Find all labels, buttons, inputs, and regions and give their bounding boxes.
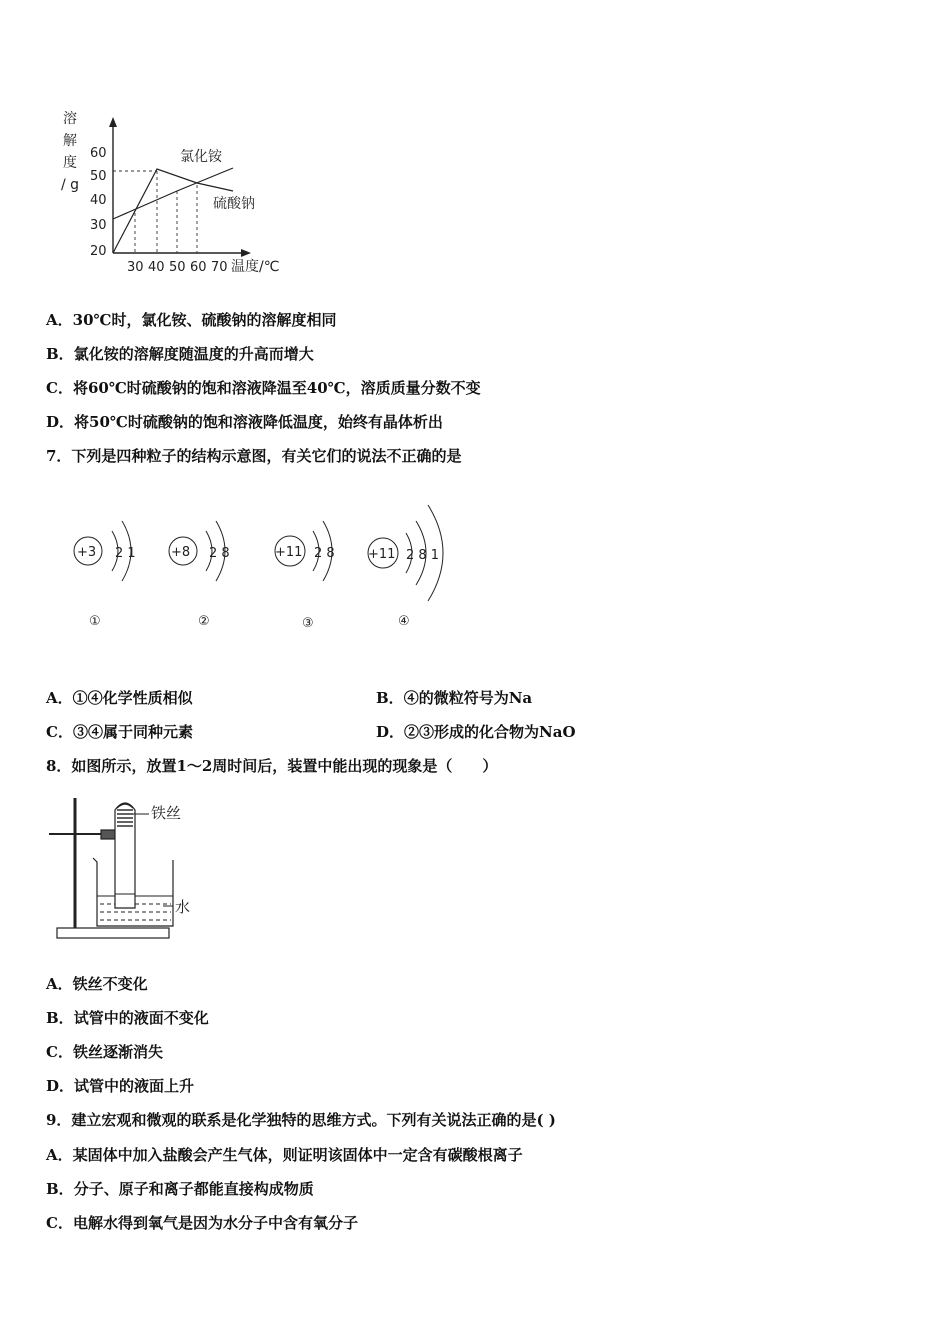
- option-letter: B．: [376, 689, 404, 707]
- option-text: 将60℃时硫酸钠的饱和溶液降温至40℃，溶质质量分数不变: [72, 379, 481, 397]
- q9-option-c: [46, 1213, 358, 1233]
- x-tick-label: 40: [148, 260, 165, 275]
- option-text: ①④化学性质相似: [72, 689, 193, 707]
- q7-option-b: [376, 688, 532, 708]
- option-letter: B．: [46, 1009, 74, 1027]
- ylabel-char: 解: [63, 133, 77, 149]
- ylabel-char: / g: [61, 177, 80, 193]
- q8-stem: 8．如图所示，放置1～2周时间后，装置中能出现的现象是（ ）: [46, 757, 498, 775]
- particle-2: [169, 521, 230, 629]
- option-letter: C．: [46, 723, 73, 741]
- option-text: 铁丝逐渐消失: [72, 1043, 163, 1061]
- q8-option-d: [46, 1076, 194, 1096]
- y-tick-label: 20: [90, 244, 107, 259]
- option-letter: A．: [46, 689, 73, 707]
- atomic-structure-diagrams: [60, 495, 480, 640]
- option-text: 将50℃时硫酸钠的饱和溶液降低温度，始终有晶体析出: [74, 413, 443, 431]
- q9-stem: 9．建立宏观和微观的联系是化学独特的思维方式。下列有关说法正确的是( ): [46, 1111, 556, 1129]
- y-tick-label: 50: [90, 169, 107, 184]
- x-ticks: [127, 258, 279, 275]
- nucleus-label: +8: [171, 545, 191, 560]
- option-text: 试管中的液面上升: [74, 1077, 195, 1095]
- nucleus-label: +11: [275, 545, 303, 560]
- option-letter: A．: [46, 1146, 73, 1164]
- q6-option-a: [46, 310, 337, 330]
- option-letter: C．: [46, 1214, 73, 1232]
- test-tube: [115, 803, 135, 908]
- water-label: 水: [175, 898, 191, 916]
- stand-base: [57, 928, 169, 938]
- nucleus-label: +3: [77, 545, 97, 560]
- option-letter: A．: [46, 975, 73, 993]
- option-text: ④的微粒符号为Na: [403, 689, 533, 707]
- q8-option-c: [46, 1042, 163, 1062]
- option-letter: C．: [46, 1043, 73, 1061]
- option-letter: D．: [376, 723, 405, 741]
- x-tick-label: 50: [169, 260, 186, 275]
- particle-label: ④: [398, 614, 410, 629]
- particle-4: [368, 505, 443, 629]
- q8-option-b: [46, 1008, 209, 1028]
- shell-electrons: 2 8 1: [406, 548, 440, 563]
- option-text: 某固体中加入盐酸会产生气体，则证明该固体中一定含有碳酸根离子: [72, 1146, 523, 1164]
- q6-option-d: [46, 412, 443, 432]
- shell-electrons: 2 8: [314, 546, 335, 561]
- q8-option-a: [46, 974, 148, 994]
- ylabel-char: 溶: [63, 111, 77, 127]
- y-tick-label: 60: [90, 146, 107, 161]
- option-letter: B．: [46, 345, 74, 363]
- q6-option-b: [46, 344, 314, 364]
- y-axis-arrow: [109, 117, 117, 127]
- option-text: 氯化铵的溶解度随温度的升高而增大: [73, 345, 314, 363]
- q7-option-c: [46, 722, 193, 742]
- particle-label: ③: [302, 616, 314, 631]
- wire-label: 铁丝: [151, 804, 182, 822]
- q9-option-a: [46, 1145, 523, 1165]
- option-letter: A．: [46, 311, 73, 329]
- option-text: 30℃时，氯化铵、硫酸钠的溶解度相同: [72, 311, 337, 329]
- option-text: 铁丝不变化: [72, 975, 148, 993]
- q7-stem: 7．下列是四种粒子的结构示意图，有关它们的说法不正确的是: [46, 447, 462, 465]
- q7-option-d: [376, 722, 576, 742]
- option-text: 试管中的液面不变化: [73, 1009, 209, 1027]
- option-letter: D．: [46, 413, 75, 431]
- shell-electrons: 2 8: [209, 546, 230, 561]
- q6-option-c: [46, 378, 481, 398]
- option-letter: D．: [46, 1077, 75, 1095]
- series-label-ammonium-chloride: 氯化铵: [180, 149, 222, 165]
- nucleus-label: +11: [368, 547, 396, 562]
- chart-ylabel: [61, 110, 79, 193]
- option-text: 分子、原子和离子都能直接构成物质: [73, 1180, 314, 1198]
- y-ticks: [90, 146, 107, 259]
- x-axis-label: 温度/℃: [231, 259, 280, 275]
- q9-option-b: [46, 1179, 314, 1199]
- solubility-chart: [55, 105, 300, 280]
- shell-electrons: 2 1: [115, 546, 136, 561]
- y-tick-label: 40: [90, 193, 107, 208]
- particle-3: [275, 521, 335, 631]
- y-tick-label: 30: [90, 218, 107, 233]
- particle-label: ①: [89, 614, 101, 629]
- option-text: ③④属于同种元素: [72, 723, 193, 741]
- q7-option-a: [46, 688, 193, 708]
- option-letter: B．: [46, 1180, 74, 1198]
- option-text: ②③形成的化合物为NaO: [404, 723, 576, 741]
- iron-wire-apparatus: [45, 790, 220, 945]
- particle-label: ②: [198, 614, 210, 629]
- series-label-sodium-sulfate: 硫酸钠: [213, 196, 255, 212]
- x-tick-label: 30: [127, 260, 144, 275]
- x-axis-arrow: [241, 249, 251, 257]
- guide-lines: [113, 171, 197, 253]
- x-tick-label: 60: [190, 260, 207, 275]
- x-tick-label: 70: [211, 260, 228, 275]
- ylabel-char: 度: [63, 155, 77, 171]
- option-text: 电解水得到氧气是因为水分子中含有氧分子: [72, 1214, 358, 1232]
- option-letter: C．: [46, 379, 73, 397]
- particle-1: [74, 521, 136, 629]
